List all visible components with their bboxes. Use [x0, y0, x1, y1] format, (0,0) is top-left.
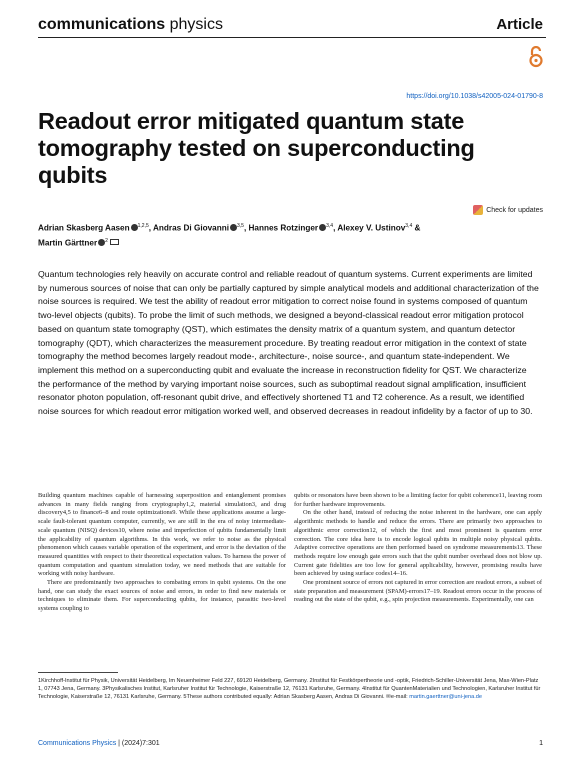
paper-title: Readout error mitigated quantum state tomography tested on superconducting qubits [38, 108, 475, 188]
journal-name-light: physics [165, 16, 223, 33]
footer-journal-name[interactable]: Communications Physics [38, 740, 117, 747]
journal-name [38, 16, 223, 34]
body-paragraph: There are predominantly two approaches to combating errors in qubit systems. On the one hand, one can study the exact sources of noise and errors, in order to find new materials or techniques to eliminate them. For superconducting qubits, for instance, parasitic two-level systems coupling to [38, 579, 286, 613]
author-name[interactable]: Hannes Rotzinger [248, 223, 319, 233]
check-updates-label: Check for updates [486, 206, 543, 214]
body-paragraph: One prominent source of errors not captured in error correction are readout errors, a subset of state preparation and measurement (SPAM)-errors17–19. Readout errors occur in the process of reading out the state of the qubit, e.g., spin projection measurements. Experimentally, one can [294, 579, 542, 604]
header-divider [38, 37, 546, 38]
orcid-icon[interactable] [131, 224, 138, 231]
abstract: Quantum technologies rely heavily on accurate control and reliable readout of quantum systems. Current experiments are limited by numerous sources of noise that can only be partially captured by simple analytical models and additional characterization of the noise sources is required. We test the ability of readout error mitigation to correct noise found in systems composed of quantum two-level objects (qubits). To probe the limit of such methods, we designed a beyond-classical readout error mitigation protocol based on quantum state tomography (QST), which estimates the density matrix of a quantum system, and quantum detector tomography (QDT), which characterizes the measurement procedure. By treating readout error mitigation in the context of state tomography the method becomes largely readout mode-, architecture-, noise source-, and quantum state-independent. We implement this method on a superconducting qubit and evaluate the increase in reconstruction fidelity for QST. We characterize the performance of the method by varying important noise sources, such as suboptimal readout signal amplification, insufficient resonator photon population, off-resonant qubit drive, and effectively shortened T1 and T2 coherence. As a result, we identified noise sources for which readout error mitigation worked well, and observed decreases in readout infidelity by a factor of up to 30. [38, 269, 539, 417]
author-affiliation: 3,4 [405, 223, 413, 229]
body-paragraph: Building quantum machines capable of harnessing superposition and entanglement promises advances in many fields ranging from cryptography1,2, material simulation3, and drug discovery4,5 to finance6–8 and route optimizations9. While these applications assume a large-scale fault-tolerant quantum computer, currently, we are still in the era of noisy intermediate-scale quantum (NISQ) devices10, where noise and imperfection of qubits fundamentally limit the applicability of quantum algorithms. In this work, we refer to noise as the physical phenomenon which causes variable operation of the experiment, and error is the deviation of the measured quantities with respect to their theoretical expectation values. To harness the power of quantum computation and quantum simulation today, we need methods that are suitable for working with noisy hardware. [38, 492, 286, 578]
check-for-updates-button[interactable] [473, 205, 543, 215]
body-paragraph: On the other hand, instead of reducing the noise inherent in the hardware, one can apply algorithmic methods to handle and reduce the errors. There are primarily two approaches to algorithmic error correction12, of which the first and most prominent is quantum error correction. The core idea here is to encode logical qubits in multiple noisy physical qubits. Adaptive corrective operations are then performed based on syndrome measurements13. These methods require low enough gate errors such that the qubit number overhead does not blow up. Current gate fidelities are too low for general applicability, however, promising results have been achieved by using surface codes14–16. [294, 509, 542, 578]
open-access-icon[interactable] [529, 46, 543, 68]
author-affiliation: 2 [105, 237, 108, 244]
body-paragraph: qubits or resonators have been shown to be a limiting factor for qubit coherence11, leaving room for further hardware improvements. [294, 492, 542, 508]
author-affiliation: 3,4 [326, 223, 334, 229]
author-name[interactable]: Martin Gärttner [38, 238, 98, 248]
footer-citation [38, 740, 160, 747]
article-type-label: Article [496, 16, 543, 33]
author-name[interactable]: Andras Di Giovanni [153, 223, 229, 233]
author-affiliation: 1,2,5 [137, 223, 149, 229]
page-number: 1 [539, 740, 543, 747]
orcid-icon[interactable] [230, 224, 237, 231]
footnote-divider [38, 672, 118, 673]
affiliations-footnote [38, 677, 542, 702]
author-list [38, 220, 498, 249]
author-name[interactable]: Adrian Skasberg Aasen [38, 223, 130, 233]
footer-volume: | (2024)7:301 [116, 740, 160, 747]
footnote-text: 1Kirchhoff-Institut für Physik, Universität Heidelberg, Im Neuenheimer Feld 227, 69120 Heidelberg, Germany. 2Institut für Festkörpertheorie und -optik, Friedrich-Schiller-Universität Jena, Max-Wien-Platz 1, 07743 Jena, Germany. 3Physikalisches Institut, Karlsruher Institut für Technologie, Kaiserstraße 12, 76131 Karlsruhe, Germany. 4Institut für QuantenMaterialien und Technologien, Karlsruher Institut für Technologie, Kaiserstraße 12, 76131 Karlsruhe, Germany. 5These authors contributed equally: Adrian Skasberg Aasen, Andras Di Giovanni. ✉e-mail: [38, 678, 541, 701]
author-and: & [412, 223, 421, 233]
check-updates-icon [473, 205, 483, 215]
doi-link[interactable]: https://doi.org/10.1038/s42005-024-01790-8 [406, 93, 543, 100]
author-separator: , [333, 223, 338, 233]
body-column-right [294, 492, 542, 605]
author-affiliation: 3,5 [236, 223, 244, 229]
author-separator: , [243, 223, 249, 233]
author-separator: , [148, 223, 153, 233]
journal-name-bold: communications [38, 16, 166, 33]
author-name[interactable]: Alexey V. Ustinov [337, 223, 406, 233]
body-column-left [38, 492, 286, 614]
contact-email-link[interactable]: martin.gaerttner@uni-jena.de [409, 694, 483, 701]
email-icon[interactable] [110, 239, 119, 245]
